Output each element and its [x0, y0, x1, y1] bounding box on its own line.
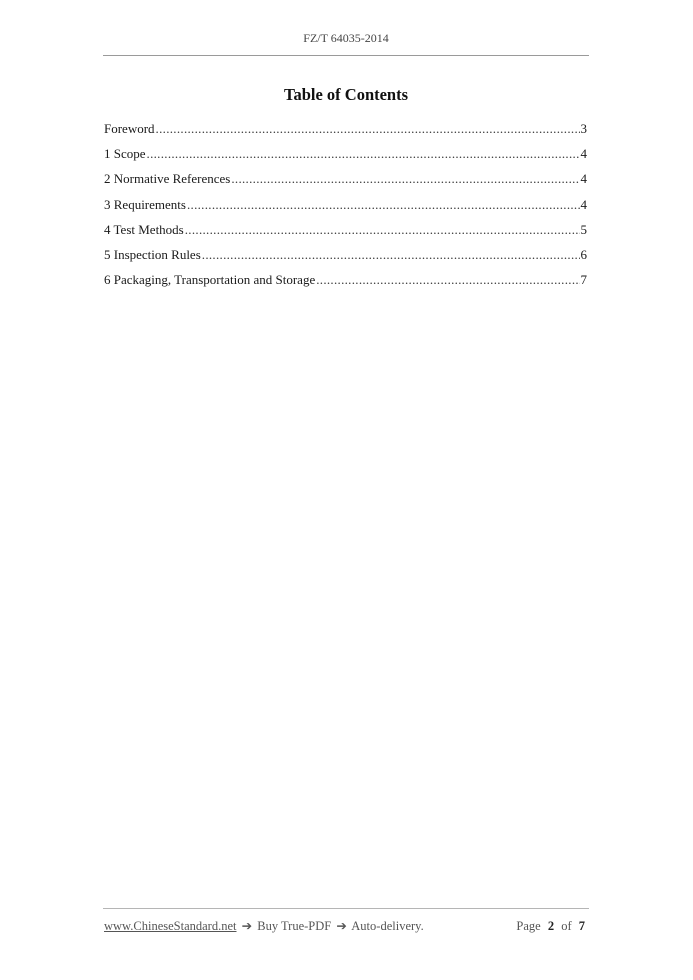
page-total: 7 [578, 919, 585, 933]
footer-promo [104, 918, 424, 934]
toc-entry-page: 4 [580, 171, 587, 187]
document-header-code: FZ/T 64035-2014 [303, 31, 389, 45]
toc-dot-leader [185, 222, 580, 238]
toc-dot-leader [147, 146, 580, 162]
right-arrow-icon: ➔ [241, 919, 253, 933]
toc-title: Table of Contents [283, 85, 409, 104]
toc-entry-label: 3 Requirements [104, 196, 186, 212]
toc-entry-normative-references[interactable] [104, 171, 587, 196]
toc-entry-page: 5 [580, 221, 587, 237]
toc-entry-page: 3 [580, 121, 587, 136]
of-word: of [561, 919, 572, 933]
toc-entry-label: 5 Inspection Rules [104, 246, 201, 262]
toc-entry-label: 2 Normative References [104, 171, 231, 187]
toc-entry-page: 7 [580, 272, 587, 288]
toc-entry-foreword[interactable] [104, 121, 587, 146]
page-footer [104, 918, 585, 934]
toc-entry-label: Foreword [104, 121, 155, 136]
delivery-text: Auto-delivery. [351, 919, 424, 933]
right-arrow-icon: ➔ [336, 919, 347, 933]
toc-dot-leader [316, 272, 579, 288]
toc-entry-page: 4 [580, 196, 587, 212]
toc-entry-label: 6 Packaging, Transportation and Storage [104, 272, 316, 288]
toc-entry-scope[interactable] [104, 146, 587, 171]
site-link[interactable]: www.ChineseStandard.net [104, 919, 237, 933]
toc-entry-label: 1 Scope [104, 146, 146, 162]
toc-entry-label: 4 Test Methods [104, 221, 184, 237]
toc-entry-page: 6 [580, 246, 587, 262]
page-word: Page [516, 919, 541, 933]
toc-dot-leader [202, 247, 580, 263]
toc-dot-leader [156, 121, 580, 137]
page-current: 2 [547, 919, 555, 933]
toc-entry-requirements[interactable] [104, 197, 587, 222]
toc-entry-inspection-rules[interactable] [104, 247, 587, 272]
buy-text: Buy True-PDF [257, 919, 332, 933]
toc-dot-leader [231, 171, 579, 187]
toc-entry-packaging[interactable] [104, 272, 587, 297]
toc-entry-test-methods[interactable] [104, 222, 587, 247]
footer-divider [103, 908, 589, 909]
toc-dot-leader [187, 197, 580, 213]
toc-list [104, 121, 587, 297]
header-divider [103, 55, 589, 56]
toc-entry-page: 4 [580, 146, 587, 162]
page-number [516, 919, 585, 934]
